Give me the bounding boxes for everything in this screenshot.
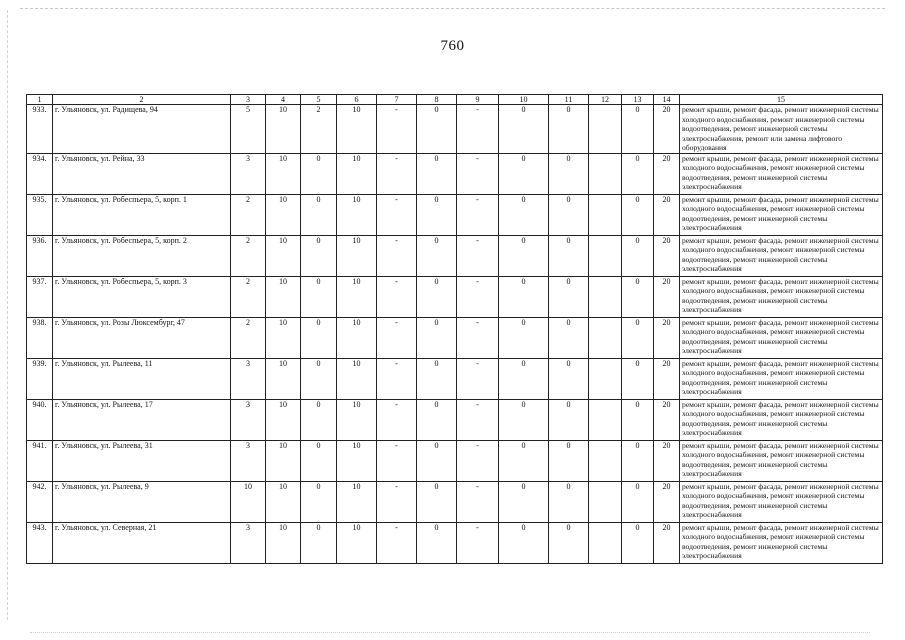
repair-works-cell: ремонт крыши, ремонт фасада, ремонт инженерной системы холодного водоснабжения, ремонт инженерной системы водоотведения, ремонт инженерной системы электроснабжения [680,440,883,481]
column-header-12: 12 [589,95,622,105]
cell-c9: - [457,440,499,481]
cell-c12 [589,522,622,563]
cell-c12 [589,276,622,317]
cell-c11: 0 [549,317,589,358]
cell-c10: 0 [499,276,549,317]
cell-c5: 0 [301,522,337,563]
cell-c12 [589,481,622,522]
cell-c7: - [377,194,417,235]
cell-c10: 0 [499,153,549,194]
cell-c12 [589,399,622,440]
cell-c5: 0 [301,481,337,522]
scan-edge-left [7,10,8,620]
cell-c4: 10 [266,194,301,235]
cell-c3: 3 [231,522,266,563]
cell-c12 [589,358,622,399]
cell-c8: 0 [417,317,457,358]
cell-c10: 0 [499,399,549,440]
cell-c3: 2 [231,276,266,317]
cell-c13: 0 [622,276,654,317]
cell-c5: 0 [301,276,337,317]
cell-c9: - [457,105,499,154]
cell-c12 [589,235,622,276]
cell-c8: 0 [417,440,457,481]
table-row [27,358,883,399]
table-row [27,194,883,235]
cell-c4: 10 [266,440,301,481]
repair-works-cell: ремонт крыши, ремонт фасада, ремонт инженерной системы холодного водоснабжения, ремонт инженерной системы водоотведения, ремонт инженерной системы электроснабжения [680,276,883,317]
cell-c3: 2 [231,317,266,358]
cell-c10: 0 [499,440,549,481]
cell-c6: 10 [337,440,377,481]
address-cell: г. Ульяновск, ул. Рейна, 33 [53,153,231,194]
cell-c4: 10 [266,153,301,194]
cell-c6: 10 [337,276,377,317]
cell-c7: - [377,235,417,276]
address-cell: г. Ульяновск, ул. Рылеева, 31 [53,440,231,481]
repair-works-cell: ремонт крыши, ремонт фасада, ремонт инженерной системы холодного водоснабжения, ремонт инженерной системы водоотведения, ремонт инженерной системы электроснабжения [680,153,883,194]
cell-c4: 10 [266,481,301,522]
cell-c5: 0 [301,399,337,440]
cell-c6: 10 [337,194,377,235]
table-row [27,440,883,481]
cell-c3: 2 [231,235,266,276]
cell-c4: 10 [266,399,301,440]
cell-c7: - [377,105,417,154]
cell-c3: 3 [231,440,266,481]
cell-c12 [589,317,622,358]
cell-c8: 0 [417,194,457,235]
cell-c8: 0 [417,105,457,154]
cell-c10: 0 [499,358,549,399]
row-number: 937. [27,276,53,317]
row-number: 938. [27,317,53,358]
cell-c11: 0 [549,194,589,235]
table-row [27,276,883,317]
cell-c8: 0 [417,358,457,399]
cell-c6: 10 [337,105,377,154]
cell-c13: 0 [622,105,654,154]
repair-works-cell: ремонт крыши, ремонт фасада, ремонт инженерной системы холодного водоснабжения, ремонт инженерной системы водоотведения, ремонт инженерной системы электроснабжения [680,317,883,358]
column-number-header [27,95,883,105]
column-header-5: 5 [301,95,337,105]
column-header-6: 6 [337,95,377,105]
table-row [27,481,883,522]
cell-c14: 20 [654,235,680,276]
cell-c6: 10 [337,358,377,399]
cell-c8: 0 [417,522,457,563]
cell-c7: - [377,522,417,563]
cell-c11: 0 [549,399,589,440]
cell-c6: 10 [337,481,377,522]
table-row [27,153,883,194]
cell-c7: - [377,399,417,440]
row-number: 934. [27,153,53,194]
repair-register-table [26,94,883,564]
cell-c13: 0 [622,399,654,440]
cell-c4: 10 [266,358,301,399]
cell-c3: 5 [231,105,266,154]
cell-c13: 0 [622,481,654,522]
cell-c6: 10 [337,153,377,194]
cell-c9: - [457,235,499,276]
cell-c6: 10 [337,399,377,440]
cell-c6: 10 [337,522,377,563]
cell-c8: 0 [417,235,457,276]
cell-c9: - [457,481,499,522]
cell-c11: 0 [549,358,589,399]
table-row [27,399,883,440]
table-row [27,105,883,154]
cell-c8: 0 [417,399,457,440]
cell-c8: 0 [417,481,457,522]
column-header-11: 11 [549,95,589,105]
column-header-8: 8 [417,95,457,105]
cell-c5: 0 [301,194,337,235]
cell-c14: 20 [654,276,680,317]
cell-c11: 0 [549,235,589,276]
cell-c10: 0 [499,105,549,154]
column-header-3: 3 [231,95,266,105]
cell-c9: - [457,194,499,235]
cell-c14: 20 [654,522,680,563]
cell-c14: 20 [654,440,680,481]
cell-c5: 2 [301,105,337,154]
table-row [27,235,883,276]
column-header-2: 2 [53,95,231,105]
cell-c10: 0 [499,522,549,563]
address-cell: г. Ульяновск, ул. Рылеева, 11 [53,358,231,399]
cell-c9: - [457,153,499,194]
address-cell: г. Ульяновск, ул. Радищева, 94 [53,105,231,154]
cell-c7: - [377,153,417,194]
cell-c14: 20 [654,153,680,194]
cell-c9: - [457,399,499,440]
row-number: 933. [27,105,53,154]
row-number: 943. [27,522,53,563]
cell-c12 [589,440,622,481]
cell-c14: 20 [654,481,680,522]
cell-c13: 0 [622,440,654,481]
cell-c9: - [457,317,499,358]
cell-c10: 0 [499,235,549,276]
scan-edge-bottom [30,632,870,633]
row-number: 936. [27,235,53,276]
cell-c3: 3 [231,153,266,194]
address-cell: г. Ульяновск, ул. Северная, 21 [53,522,231,563]
cell-c11: 0 [549,522,589,563]
cell-c14: 20 [654,105,680,154]
address-cell: г. Ульяновск, ул. Робеспьера, 5, корп. 3 [53,276,231,317]
cell-c4: 10 [266,105,301,154]
cell-c10: 0 [499,317,549,358]
column-header-14: 14 [654,95,680,105]
repair-works-cell: ремонт крыши, ремонт фасада, ремонт инженерной системы холодного водоснабжения, ремонт инженерной системы водоотведения, ремонт инженерной системы электроснабжения [680,235,883,276]
column-header-15: 15 [680,95,883,105]
cell-c7: - [377,358,417,399]
cell-c4: 10 [266,235,301,276]
cell-c11: 0 [549,276,589,317]
cell-c11: 0 [549,105,589,154]
address-cell: г. Ульяновск, ул. Рылеева, 17 [53,399,231,440]
repair-works-cell: ремонт крыши, ремонт фасада, ремонт инженерной системы холодного водоснабжения, ремонт инженерной системы водоотведения, ремонт инженерной системы электроснабжения [680,522,883,563]
address-cell: г. Ульяновск, ул. Робеспьера, 5, корп. 1 [53,194,231,235]
row-number: 935. [27,194,53,235]
cell-c6: 10 [337,317,377,358]
cell-c9: - [457,276,499,317]
cell-c3: 3 [231,358,266,399]
column-header-1: 1 [27,95,53,105]
cell-c14: 20 [654,358,680,399]
cell-c5: 0 [301,317,337,358]
cell-c13: 0 [622,358,654,399]
row-number: 939. [27,358,53,399]
cell-c5: 0 [301,235,337,276]
cell-c11: 0 [549,153,589,194]
cell-c12 [589,194,622,235]
cell-c7: - [377,317,417,358]
repair-works-cell: ремонт крыши, ремонт фасада, ремонт инженерной системы холодного водоснабжения, ремонт инженерной системы водоотведения, ремонт инженерной системы электроснабжения [680,399,883,440]
address-cell: г. Ульяновск, ул. Робеспьера, 5, корп. 2 [53,235,231,276]
cell-c14: 20 [654,399,680,440]
cell-c14: 20 [654,194,680,235]
scan-edge-top [20,8,885,9]
cell-c5: 0 [301,358,337,399]
column-header-13: 13 [622,95,654,105]
cell-c13: 0 [622,194,654,235]
table-row [27,317,883,358]
cell-c7: - [377,440,417,481]
cell-c4: 10 [266,317,301,358]
table-row [27,522,883,563]
cell-c9: - [457,358,499,399]
column-header-4: 4 [266,95,301,105]
address-cell: г. Ульяновск, ул. Рылеева, 9 [53,481,231,522]
cell-c7: - [377,276,417,317]
cell-c3: 10 [231,481,266,522]
cell-c6: 10 [337,235,377,276]
cell-c9: - [457,522,499,563]
cell-c3: 2 [231,194,266,235]
repair-works-cell: ремонт крыши, ремонт фасада, ремонт инженерной системы холодного водоснабжения, ремонт инженерной системы водоотведения, ремонт инженерной системы электроснабжения [680,194,883,235]
cell-c4: 10 [266,276,301,317]
repair-works-cell: ремонт крыши, ремонт фасада, ремонт инженерной системы холодного водоснабжения, ремонт инженерной системы водоотведения, ремонт инженерной системы электроснабжения, ремонт или замена лифтового оборудования [680,105,883,154]
cell-c11: 0 [549,481,589,522]
cell-c14: 20 [654,317,680,358]
column-header-9: 9 [457,95,499,105]
column-header-10: 10 [499,95,549,105]
table-body [27,105,883,564]
repair-works-cell: ремонт крыши, ремонт фасада, ремонт инженерной системы холодного водоснабжения, ремонт инженерной системы водоотведения, ремонт инженерной системы электроснабжения [680,481,883,522]
cell-c8: 0 [417,276,457,317]
cell-c8: 0 [417,153,457,194]
cell-c10: 0 [499,481,549,522]
repair-works-cell: ремонт крыши, ремонт фасада, ремонт инженерной системы холодного водоснабжения, ремонт инженерной системы водоотведения, ремонт инженерной системы электроснабжения [680,358,883,399]
cell-c11: 0 [549,440,589,481]
cell-c5: 0 [301,153,337,194]
column-header-7: 7 [377,95,417,105]
cell-c5: 0 [301,440,337,481]
cell-c13: 0 [622,317,654,358]
cell-c10: 0 [499,194,549,235]
cell-c13: 0 [622,522,654,563]
cell-c3: 3 [231,399,266,440]
row-number: 942. [27,481,53,522]
cell-c12 [589,153,622,194]
cell-c13: 0 [622,153,654,194]
address-cell: г. Ульяновск, ул. Розы Люксембург, 47 [53,317,231,358]
cell-c7: - [377,481,417,522]
row-number: 940. [27,399,53,440]
row-number: 941. [27,440,53,481]
cell-c4: 10 [266,522,301,563]
cell-c13: 0 [622,235,654,276]
cell-c12 [589,105,622,154]
page-number: 760 [440,38,465,54]
